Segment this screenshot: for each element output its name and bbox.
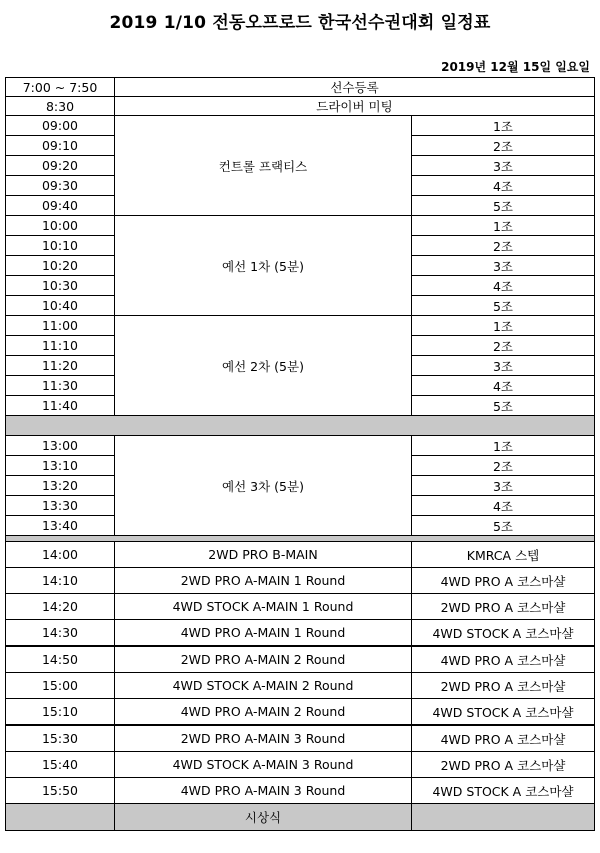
schedule-date: 2019년 12월 15일 일요일 <box>441 60 590 74</box>
marshal-cell <box>412 804 595 831</box>
time-cell: 13:40 <box>6 516 115 536</box>
table-row <box>6 216 595 236</box>
event-cell: 예선 3차 (5분) <box>115 436 412 536</box>
group-cell: 5조 <box>412 296 595 316</box>
group-cell: 2조 <box>412 336 595 356</box>
time-cell: 11:40 <box>6 396 115 416</box>
table-row <box>6 778 595 804</box>
time-cell: 15:30 <box>6 725 115 752</box>
marshal-cell: 4WD PRO A 코스마샬 <box>412 725 595 752</box>
group-cell: 3조 <box>412 356 595 376</box>
group-cell: 2조 <box>412 456 595 476</box>
group-cell: 3조 <box>412 256 595 276</box>
time-cell: 13:20 <box>6 476 115 496</box>
table-row <box>6 620 595 647</box>
marshal-cell: 4WD PRO A 코스마샬 <box>412 568 595 594</box>
time-cell <box>6 804 115 831</box>
marshal-cell: 4WD STOCK A 코스마샬 <box>412 699 595 726</box>
event-cell: 예선 2차 (5분) <box>115 316 412 416</box>
marshal-cell: 4WD PRO A 코스마샬 <box>412 646 595 673</box>
time-cell: 09:40 <box>6 196 115 216</box>
table-row <box>6 673 595 699</box>
time-cell: 14:50 <box>6 646 115 673</box>
group-cell: 5조 <box>412 196 595 216</box>
table-row <box>6 78 595 97</box>
time-cell: 10:40 <box>6 296 115 316</box>
time-cell: 13:10 <box>6 456 115 476</box>
time-cell: 14:00 <box>6 542 115 568</box>
event-cell: 시상식 <box>115 804 412 831</box>
group-cell: 5조 <box>412 396 595 416</box>
time-cell: 11:00 <box>6 316 115 336</box>
break-separator <box>6 416 595 436</box>
group-cell: 1조 <box>412 216 595 236</box>
event-cell: 2WD PRO A-MAIN 3 Round <box>115 725 412 752</box>
group-cell: 5조 <box>412 516 595 536</box>
event-cell: 4WD PRO A-MAIN 3 Round <box>115 778 412 804</box>
table-row <box>6 116 595 136</box>
table-row <box>6 542 595 568</box>
marshal-cell: 4WD STOCK A 코스마샬 <box>412 778 595 804</box>
table-row <box>6 568 595 594</box>
table-row <box>6 316 595 336</box>
group-cell: 2조 <box>412 136 595 156</box>
marshal-cell: KMRCA 스텝 <box>412 542 595 568</box>
table-row <box>6 646 595 673</box>
table-row <box>6 725 595 752</box>
time-cell: 09:30 <box>6 176 115 196</box>
time-cell: 8:30 <box>6 97 115 116</box>
marshal-cell: 4WD STOCK A 코스마샬 <box>412 620 595 647</box>
marshal-cell: 2WD PRO A 코스마샬 <box>412 752 595 778</box>
event-cell: 선수등록 <box>115 78 595 97</box>
time-cell: 14:20 <box>6 594 115 620</box>
time-cell: 15:50 <box>6 778 115 804</box>
time-cell: 15:40 <box>6 752 115 778</box>
separator-cell <box>6 416 595 436</box>
table-row <box>6 594 595 620</box>
time-cell: 10:30 <box>6 276 115 296</box>
time-cell: 11:10 <box>6 336 115 356</box>
event-cell: 4WD PRO A-MAIN 1 Round <box>115 620 412 647</box>
table-row <box>6 699 595 726</box>
event-cell: 4WD STOCK A-MAIN 1 Round <box>115 594 412 620</box>
time-cell: 14:10 <box>6 568 115 594</box>
group-cell: 4조 <box>412 176 595 196</box>
group-cell: 1조 <box>412 316 595 336</box>
time-cell: 15:00 <box>6 673 115 699</box>
schedule-table <box>5 77 595 831</box>
event-cell: 4WD PRO A-MAIN 2 Round <box>115 699 412 726</box>
event-cell: 4WD STOCK A-MAIN 2 Round <box>115 673 412 699</box>
time-cell: 10:10 <box>6 236 115 256</box>
time-cell: 10:00 <box>6 216 115 236</box>
time-cell: 15:10 <box>6 699 115 726</box>
time-cell: 14:30 <box>6 620 115 647</box>
group-cell: 4조 <box>412 496 595 516</box>
group-cell: 1조 <box>412 116 595 136</box>
page-title: 2019 1/10 전동오프로드 한국선수권대회 일정표 <box>109 13 491 33</box>
time-cell: 09:10 <box>6 136 115 156</box>
time-cell: 09:20 <box>6 156 115 176</box>
event-cell: 예선 1차 (5분) <box>115 216 412 316</box>
marshal-cell: 2WD PRO A 코스마샬 <box>412 594 595 620</box>
time-cell: 09:00 <box>6 116 115 136</box>
group-cell: 3조 <box>412 156 595 176</box>
table-row <box>6 436 595 456</box>
group-cell: 4조 <box>412 276 595 296</box>
group-cell: 2조 <box>412 236 595 256</box>
event-cell: 4WD STOCK A-MAIN 3 Round <box>115 752 412 778</box>
marshal-cell: 2WD PRO A 코스마샬 <box>412 673 595 699</box>
event-cell: 2WD PRO A-MAIN 1 Round <box>115 568 412 594</box>
time-cell: 13:00 <box>6 436 115 456</box>
group-cell: 1조 <box>412 436 595 456</box>
table-row <box>6 97 595 116</box>
event-cell: 2WD PRO B-MAIN <box>115 542 412 568</box>
time-cell: 10:20 <box>6 256 115 276</box>
ceremony-row <box>6 804 595 831</box>
time-cell: 11:30 <box>6 376 115 396</box>
time-cell: 11:20 <box>6 356 115 376</box>
event-cell: 컨트롤 프랙티스 <box>115 116 412 216</box>
event-cell: 드라이버 미팅 <box>115 97 595 116</box>
time-cell: 13:30 <box>6 496 115 516</box>
time-cell: 7:00 ~ 7:50 <box>6 78 115 97</box>
event-cell: 2WD PRO A-MAIN 2 Round <box>115 646 412 673</box>
group-cell: 4조 <box>412 376 595 396</box>
table-row <box>6 752 595 778</box>
group-cell: 3조 <box>412 476 595 496</box>
